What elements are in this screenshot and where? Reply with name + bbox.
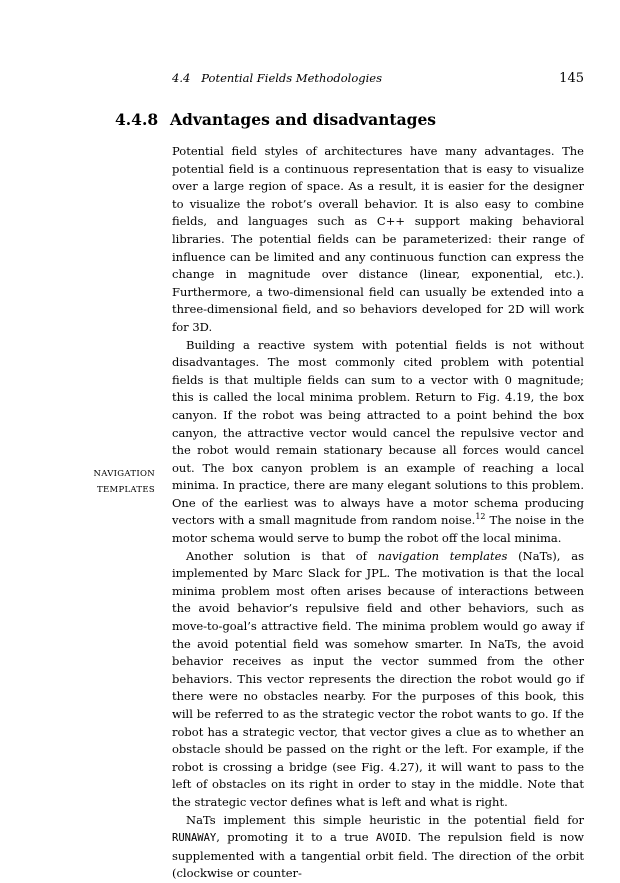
header-title: 4.4 Potential Fields Methodologies xyxy=(172,71,383,85)
code-term: RUNAWAY xyxy=(172,832,217,845)
body-text xyxy=(172,143,584,883)
margin-note xyxy=(60,467,155,498)
paragraph: Building a reactive system with potential fields is not without disadvantages. The most commonly cited problem with potential fields is that multiple fields can sum to a vector with 0 magnitude; this is called the local minima problem. Return to Fig. 4.19, the box canyon. If the robot was being attracted to a point behind the box canyon, the attractive vector would cancel the repulsive vector and the robot would remain stationary because all forces would cancel out. The box canyon problem is an example of reaching a local minima. In practice, there are many elegant solutions to this problem. One of the earliest was to always have a motor schema producing vectors with a small magnitude from random noise.$^{12}$ The noise in the motor schema would serve to bump the robot off the local minima. xyxy=(172,337,584,546)
paragraph: Potential field styles of architectures have many advantages. The potential field is a continuous representation that is easy to visualize over a large region of space. As a result, it is easier for the designer to visualize the robot’s overall behavior. It is also easy to combine fields, and languages such as C++ support making behavioral libraries. The potential fields can be parameterized: their range of influence can be limited and any continuous function can express the change in magnitude over distance (linear, exponential, etc.). Furthermore, a two-dimensional field can usually be extended into a three-dimensional field, and so behaviors developed for 2D will work for 3D. xyxy=(172,144,584,334)
section-number: 4.4.8 xyxy=(115,110,159,129)
paragraph: Another solution is that of navigation templates (NaTs), as implemented by Marc Slack for JPL. The motivation is that the local minima problem most often arises because of interactions between the avoid behavior’s repulsive field and other behaviors, such as move-to-goal’s attractive field. The minima problem would go away if the avoid potential field was somehow smarter. In NaTs, the avoid behavior receives as input the vector summed from the other behaviors. This vector represents the direction the robot would go if there were no obstacles nearby. For the purposes of this book, this will be referred to as the strategic vector the robot wants to go. If the robot has a strategic vector, that vector gives a clue as to whether an obstacle should be passed on the right or the left. For example, if the robot is crossing a bridge (see Fig. 4.27), it will want to pass to the left of obstacles on its right in order to stay in the middle. Note that the strategic vector defines what is left and what is right. xyxy=(172,548,584,809)
margin-note-line: TEMPLATES xyxy=(96,484,155,495)
section-title: Advantages and disadvantages xyxy=(170,110,437,129)
paragraph: NaTs implement this simple heuristic in the potential field for RUNAWAY, promoting it to a true AVOID. The repulsion field is now supplemented with a tangential orbit field. The direction of the orbit (clockwise or counter- xyxy=(172,812,584,881)
code-term: AVOID xyxy=(375,832,408,845)
page-number: 145 xyxy=(559,71,584,86)
defined-term: navigation templates xyxy=(377,548,508,563)
section-heading xyxy=(115,110,436,129)
footnote-marker: 12 xyxy=(475,512,486,522)
margin-note-line: NAVIGATION xyxy=(93,469,155,479)
running-header xyxy=(172,71,584,86)
